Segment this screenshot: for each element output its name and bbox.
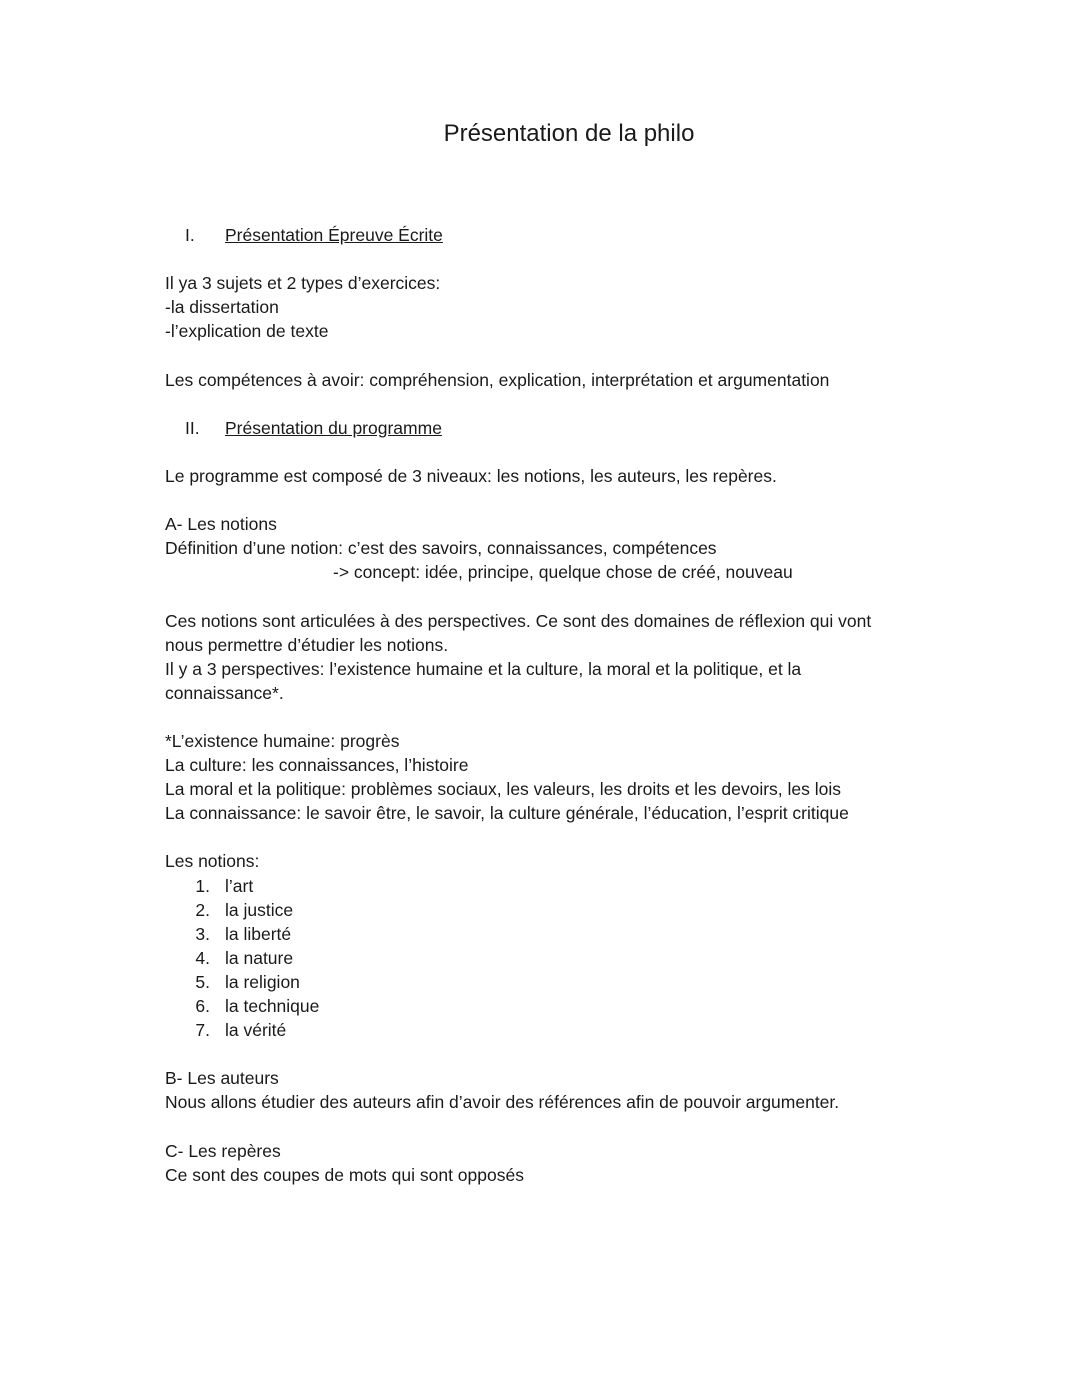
paragraph-line: Il y a 3 perspectives: l’existence humaine et la culture, la moral et la politique, et la bbox=[165, 658, 802, 679]
subsection-heading: B- Les auteurs bbox=[165, 1068, 279, 1089]
paragraph-line: La culture: les connaissances, l’histoire bbox=[165, 755, 469, 776]
list-number: 6. bbox=[195, 996, 210, 1016]
list-item bbox=[165, 922, 925, 946]
paragraph-line: *L’existence humaine: progrès bbox=[165, 730, 400, 751]
subsection-heading: A- Les notions bbox=[165, 514, 277, 535]
paragraph-line: La connaissance: le savoir être, le savoir, la culture générale, l’éducation, l’esprit critique bbox=[165, 803, 849, 824]
list-number: 5. bbox=[195, 971, 210, 992]
list-text: la justice bbox=[225, 899, 294, 920]
paragraph-line: -l’explication de texte bbox=[165, 321, 329, 342]
list-text: l’art bbox=[225, 875, 254, 896]
list-number: 3. bbox=[195, 923, 210, 944]
document-title: Présentation de la philo bbox=[443, 120, 695, 147]
document-body bbox=[165, 223, 925, 1187]
list-number: 1. bbox=[195, 875, 210, 896]
list-number: 7. bbox=[195, 1020, 210, 1041]
paragraph-line: Les compétences à avoir: compréhension, explication, interprétation et argumentation bbox=[165, 369, 830, 390]
list-text: la liberté bbox=[225, 923, 292, 944]
paragraph-line: Définition d’une notion: c’est des savoirs, connaissances, compétences bbox=[165, 538, 717, 559]
list-label: Les notions: bbox=[165, 851, 260, 872]
paragraph-line: Ce sont des coupes de mots qui sont opposés bbox=[165, 1164, 524, 1185]
section-numeral: I. bbox=[185, 225, 195, 245]
paragraph-line: -> concept: idée, principe, quelque chose de créé, nouveau bbox=[333, 562, 793, 583]
list-text: la religion bbox=[225, 971, 300, 992]
paragraph-line: La moral et la politique: problèmes sociaux, les valeurs, les droits et les devoirs, les lois bbox=[165, 779, 842, 800]
list-item bbox=[165, 874, 925, 898]
subsection-heading: C- Les repères bbox=[165, 1140, 281, 1161]
paragraph-line: Le programme est composé de 3 niveaux: les notions, les auteurs, les repères. bbox=[165, 465, 777, 486]
list-item bbox=[165, 898, 925, 922]
paragraph-line: Il ya 3 sujets et 2 types d’exercices: bbox=[165, 273, 441, 294]
list-item bbox=[165, 970, 925, 994]
list-text: la technique bbox=[225, 996, 320, 1016]
section-heading-1 bbox=[165, 223, 925, 247]
list-item bbox=[165, 994, 925, 1018]
list-number: 2. bbox=[195, 899, 210, 920]
list-number: 4. bbox=[195, 947, 210, 968]
section-numeral: II. bbox=[185, 417, 200, 438]
paragraph-line: -la dissertation bbox=[165, 297, 279, 318]
list-item bbox=[165, 1018, 925, 1042]
list-text: la vérité bbox=[225, 1020, 287, 1041]
paragraph-line: connaissance*. bbox=[165, 682, 284, 703]
paragraph-line: Ces notions sont articulées à des perspectives. Ce sont des domaines de réflexion qui vont bbox=[165, 610, 872, 631]
list-item bbox=[165, 946, 925, 970]
paragraph-line: nous permettre d’étudier les notions. bbox=[165, 634, 449, 655]
paragraph-line: Nous allons étudier des auteurs afin d’avoir des références afin de pouvoir argumenter. bbox=[165, 1092, 840, 1113]
list-text: la nature bbox=[225, 947, 294, 968]
section-heading-2 bbox=[165, 416, 925, 440]
section-title: Présentation du programme bbox=[225, 417, 442, 438]
section-title: Présentation Épreuve Écrite bbox=[225, 225, 443, 245]
